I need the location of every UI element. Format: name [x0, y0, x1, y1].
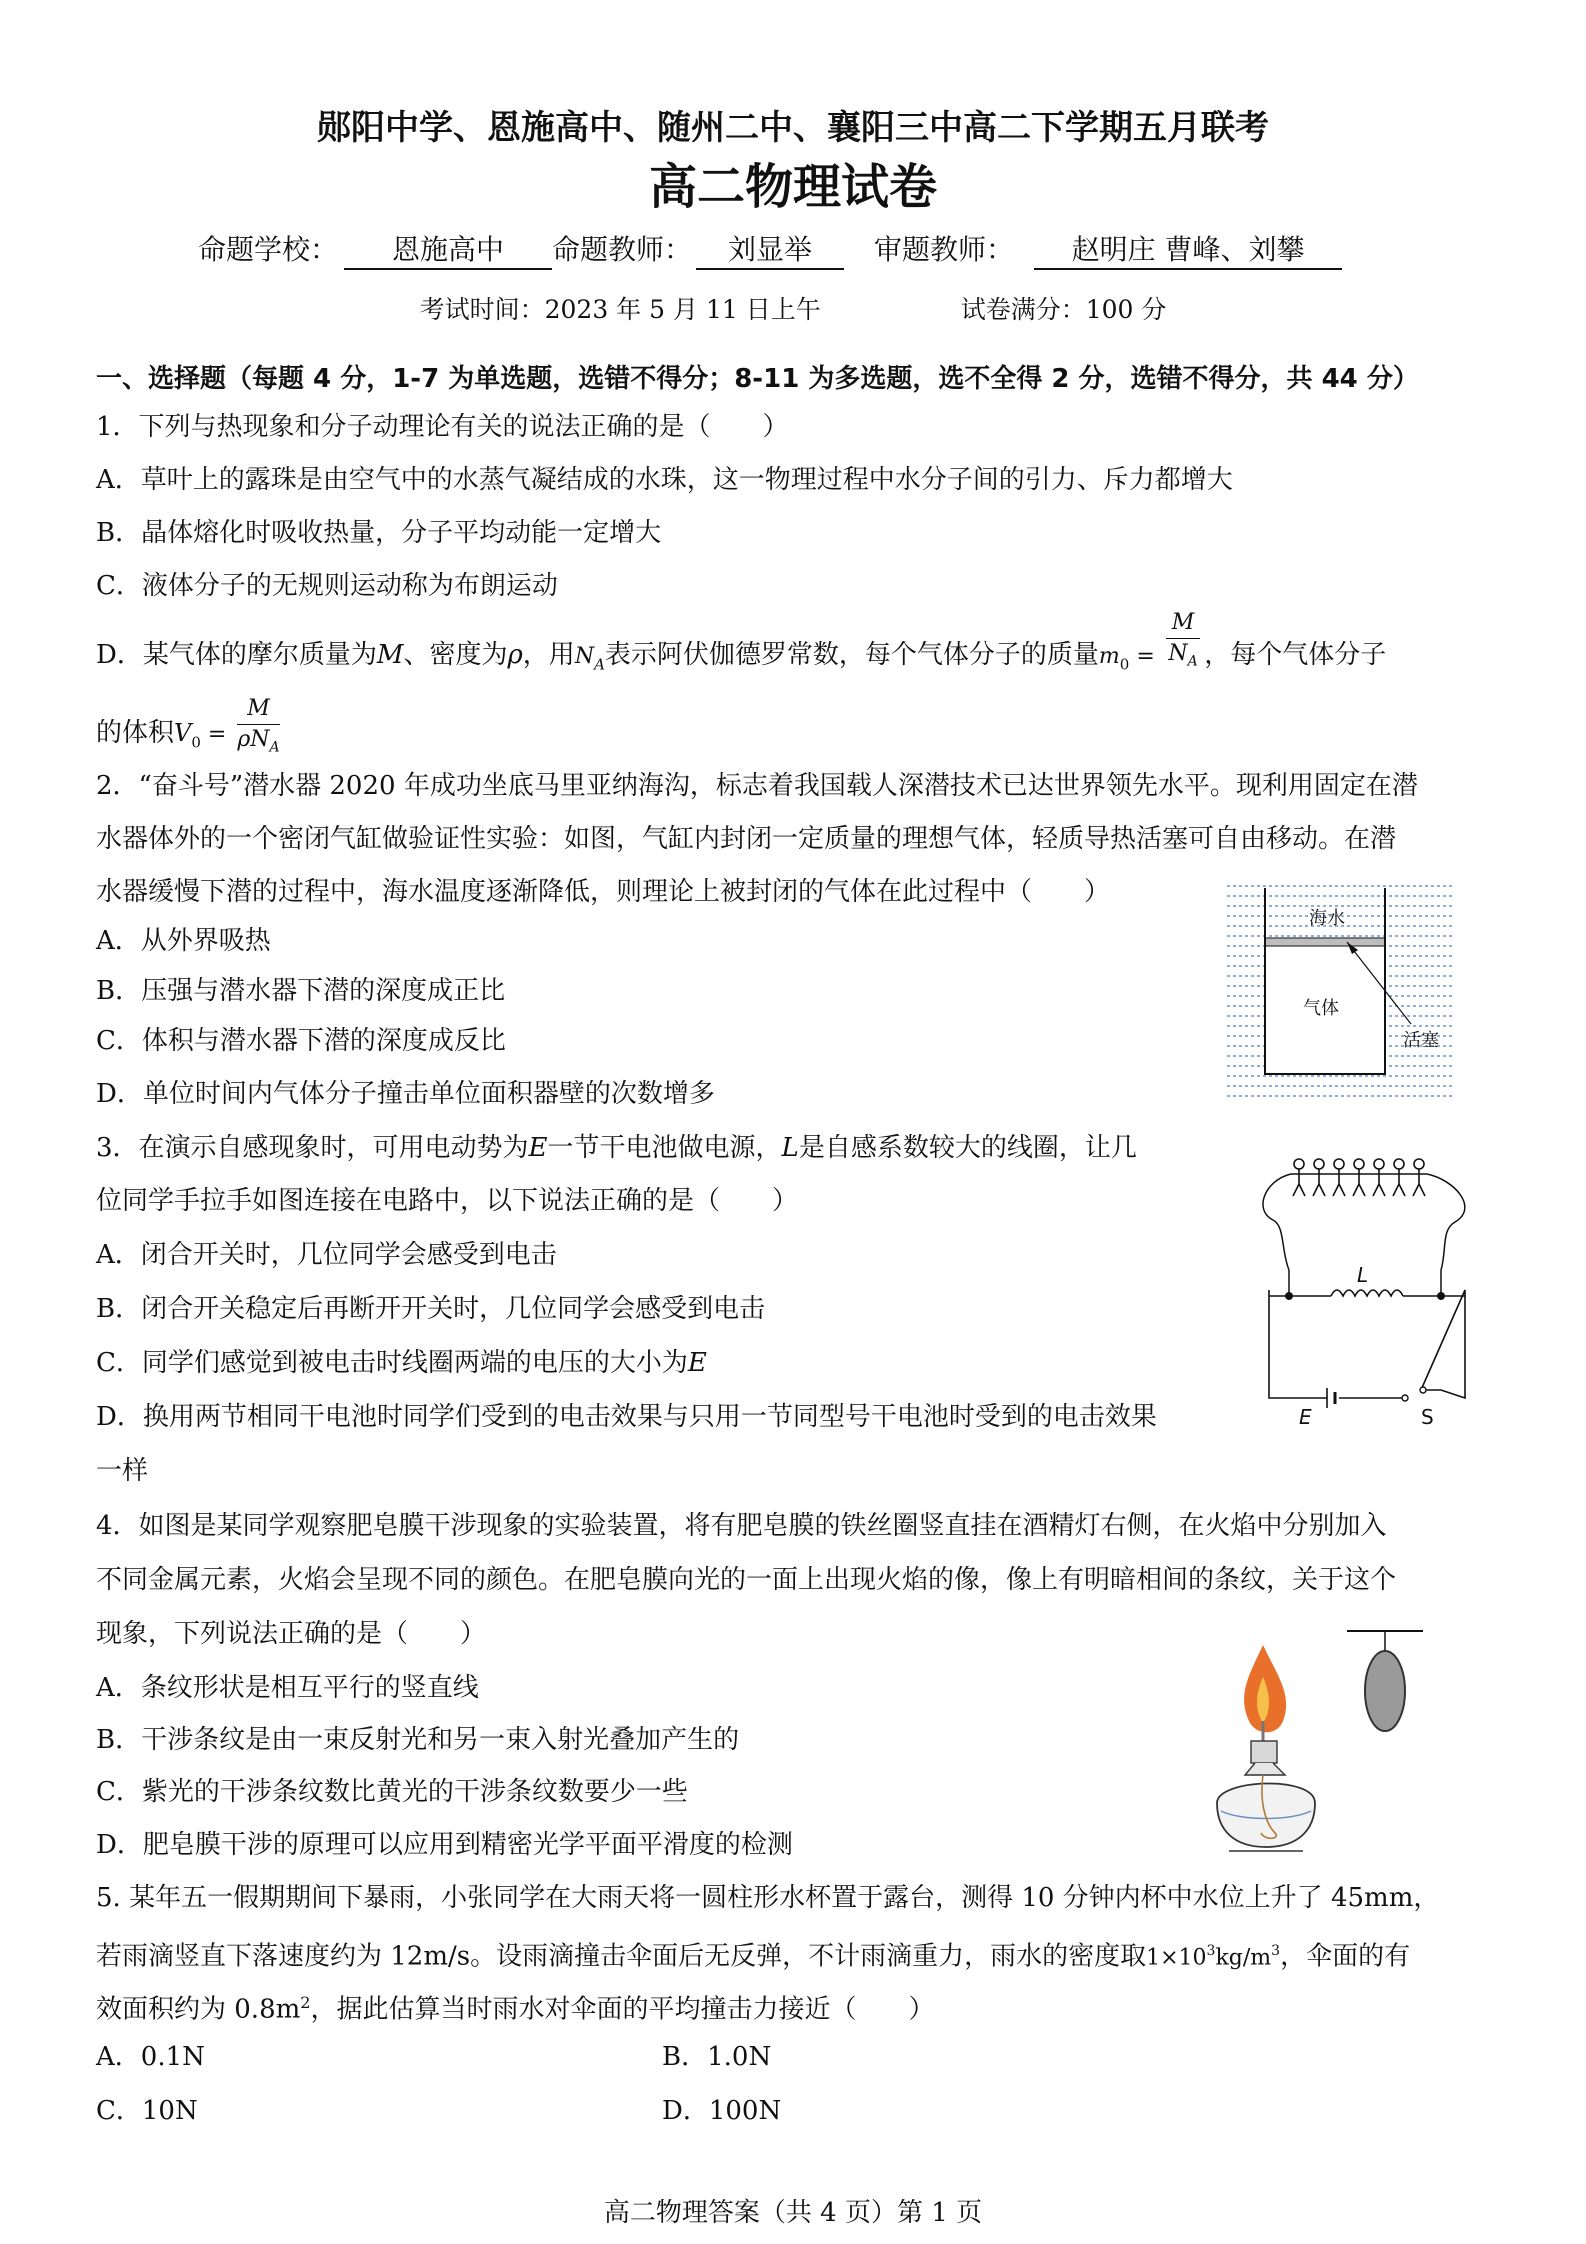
- school-value: 恩施高中: [344, 228, 552, 270]
- sea-water-label: 海水: [1309, 908, 1345, 929]
- school-label: 命题学校：: [198, 233, 339, 266]
- q2-option-a: A．从外界吸热: [96, 926, 271, 956]
- q1-d-text: ，每个气体分子: [1204, 640, 1387, 671]
- q4-option-a: A．条纹形状是相互平行的竖直线: [96, 1673, 479, 1703]
- q5-density-value: 1×10: [1146, 1945, 1207, 1971]
- q2-stem-line1: 2．“奋斗号”潜水器 2020 年成功坐底马里亚纳海沟，标志着我国载人深潜技术已达世界领先水平。现利用固定在潜: [96, 771, 1418, 801]
- fraction-den-subscript: A: [1187, 653, 1198, 670]
- q1-d-text: 表示阿伏伽德罗常数，每个气体分子的质量: [604, 640, 1099, 671]
- q3-emf-symbol: E: [687, 1348, 707, 1378]
- q1-d-m0-subscript: 0: [1119, 655, 1130, 674]
- q5-text: 若雨滴竖直下落速度约为 12m/s。设雨滴撞击伞面后无反弹，不计雨滴重力，雨水的密度取: [96, 1941, 1147, 1972]
- q5-option-a: A．0.1N: [96, 2042, 205, 2072]
- page-footer: 高二物理答案（共 4 页）第 1 页: [603, 2198, 983, 2228]
- q2-option-d: D．单位时间内气体分子撞击单位面积器壁的次数增多: [96, 1079, 715, 1109]
- q5-density-exponent: 3: [1206, 1943, 1216, 1959]
- inductor-coil: [1331, 1290, 1403, 1296]
- q5-density-unit-exponent: 3: [1271, 1943, 1281, 1959]
- q3-option-a: A．闭合开关时，几位同学会感受到电击: [96, 1240, 557, 1270]
- q5-option-c: C．10N: [96, 2096, 198, 2126]
- fraction-denominator: [237, 725, 279, 762]
- q3-stem-line1: [96, 1131, 1137, 1165]
- q4-stem-line1: 4．如图是某同学观察肥皂膜干涉现象的实验装置，将有肥皂膜的铁丝圈竖直挂在酒精灯右侧，在火焰中分别加入: [96, 1511, 1387, 1541]
- q5-density-unit: kg/m: [1215, 1945, 1272, 1971]
- full-score: 试卷满分：100 分: [960, 295, 1167, 324]
- q2-option-b: B．压强与潜水器下潜的深度成正比: [96, 976, 506, 1006]
- wick-holder: [1251, 1741, 1277, 1763]
- q1-d-fraction-volume: [237, 694, 279, 762]
- q1-d-na-symbol: N: [574, 644, 595, 670]
- q3-emf-symbol: E: [528, 1133, 548, 1163]
- reviewer-value: 赵明庄 曹峰、刘攀: [1034, 228, 1342, 270]
- q5-area-exponent: 2: [300, 1993, 311, 2012]
- q1-d-fraction-mass: [1166, 608, 1201, 676]
- q4-option-d: D．肥皂膜干涉的原理可以应用到精密光学平面平滑度的检测: [96, 1830, 793, 1860]
- exam-info: [0, 290, 1586, 326]
- section-heading: 一、选择题（每题 4 分，1-7 为单选题，选错不得分；8-11 为多选题，选不全得 2 分，选错不得分，共 44 分）: [96, 364, 1419, 394]
- q4-stem-line3: 现象，下列说法正确的是（ ）: [96, 1619, 487, 1649]
- q5-stem-line3: [96, 1986, 934, 2027]
- q3-stem-line2: 位同学手拉手如图连接在电路中，以下说法正确的是（ ）: [96, 1186, 799, 1216]
- q1-option-c: C．液体分子的无规则运动称为布朗运动: [96, 571, 558, 601]
- switch-contact: [1420, 1387, 1426, 1393]
- switch-label: S: [1421, 1405, 1434, 1425]
- q1-d-text: D．某气体的摩尔质量为: [96, 640, 377, 671]
- q3-option-d-line2: 一样: [96, 1456, 149, 1486]
- left-lead-wire: [1263, 1174, 1291, 1270]
- q3-option-d: D．换用两节相同干电池时同学们受到的电击效果与只用一节同型号干电池时受到的电击效果: [96, 1402, 1157, 1432]
- q3-inductor-symbol: L: [781, 1133, 799, 1163]
- piston-label: 活塞: [1403, 1030, 1439, 1051]
- switch-contact: [1402, 1395, 1408, 1401]
- q1-stem: 1．下列与热现象和分子动理论有关的说法正确的是（ ）: [96, 412, 789, 442]
- fraction-numerator: M: [1166, 608, 1201, 639]
- q1-d-density-symbol: ρ: [507, 640, 523, 671]
- q1-option-b: B．晶体熔化时吸收热量，分子平均动能一定增大: [96, 518, 662, 548]
- inductor-label: L: [1357, 1263, 1369, 1287]
- q1-option-d: [96, 610, 1387, 690]
- q1-d-text: ，用: [522, 640, 575, 671]
- fraction-den-subscript: A: [269, 739, 280, 756]
- q3-option-b: B．闭合开关稳定后再断开开关时，几位同学会感受到电击: [96, 1294, 766, 1324]
- right-lead-wire: [1427, 1174, 1465, 1270]
- q1-d-v0-symbol: V: [174, 719, 192, 748]
- q4-option-b: B．干涉条纹是由一束反射光和另一束入射光叠加产生的: [96, 1725, 740, 1755]
- fraction-numerator: M: [237, 694, 279, 725]
- q1-d-na-subscript: A: [594, 655, 605, 674]
- reviewer-label: 审题教师：: [874, 233, 1015, 266]
- q1-d-equals: =: [200, 722, 234, 748]
- q1-d-m0-symbol: m: [1098, 644, 1120, 670]
- lamp-neck: [1245, 1763, 1285, 1775]
- q2-stem-line2: 水器体外的一个密闭气缸做验证性实验：如图，气缸内封闭一定质量的理想气体，轻质导热活塞可自由移动。在潜: [96, 824, 1397, 854]
- teacher-label: 命题教师：: [552, 233, 693, 266]
- q1-d-equals: =: [1129, 644, 1162, 670]
- fraction-den-symbol: ρN: [237, 727, 270, 752]
- q3-text: 一节干电池做电源，: [547, 1133, 782, 1163]
- q2-option-c: C．体积与潜水器下潜的深度成反比: [96, 1026, 506, 1056]
- cylinder-figure: [1225, 880, 1455, 1105]
- exam-time: 考试时间：2023 年 5 月 11 日上午: [419, 295, 821, 324]
- q1-option-a: A．草叶上的露珠是由空气中的水蒸气凝结成的水珠，这一物理过程中水分子间的引力、斥力都增大: [96, 465, 1233, 495]
- q5-stem-line1: 5. 某年五一假期期间下暴雨，小张同学在大雨天将一圆柱形水杯置于露台，测得 10 分钟内杯中水位上升了 45mm，: [96, 1883, 1440, 1913]
- circuit-figure: [1255, 1150, 1480, 1425]
- q1-d-text: 、密度为: [403, 640, 508, 671]
- fraction-denominator: [1166, 639, 1201, 676]
- gas-label: 气体: [1303, 998, 1339, 1019]
- q1-d-v0-subscript: 0: [191, 733, 201, 752]
- q5-text: ，据此估算当时雨水对伞面的平均撞击力接近（ ）: [310, 1994, 935, 2025]
- q1-d-mass-symbol: M: [376, 640, 404, 671]
- exam-title: 郧阳中学、恩施高中、随州二中、襄阳三中高二下学期五月联考: [317, 108, 1269, 148]
- q5-option-b: B．1.0N: [662, 2042, 772, 2072]
- exam-subtitle: 高二物理试卷: [648, 159, 937, 215]
- soap-film-apparatus-figure: [1205, 1625, 1430, 1865]
- q3-text: 3．在演示自感现象时，可用电动势为: [96, 1133, 529, 1163]
- battery-label: E: [1299, 1405, 1312, 1425]
- q5-text: 效面积约为 0.8m: [96, 1994, 301, 2025]
- q3-text: 是自感系数较大的线圈，让几: [798, 1133, 1137, 1163]
- fraction-den-symbol: N: [1168, 641, 1188, 666]
- author-line: [198, 228, 1342, 270]
- q5-option-d: D．100N: [662, 2096, 782, 2126]
- q1-d-text: 的体积: [96, 718, 175, 749]
- piston: [1265, 938, 1385, 946]
- students-hand-in-hand: [1291, 1159, 1427, 1196]
- soap-film-ring: [1365, 1651, 1405, 1731]
- q1-option-d-line2: [96, 696, 284, 768]
- circuit-loop: [1269, 1290, 1465, 1398]
- q5-text: ，伞面的有: [1280, 1941, 1411, 1972]
- q3-c-text: C．同学们感觉到被电击时线圈两端的电压的大小为: [96, 1348, 688, 1378]
- q4-option-c: C．紫光的干涉条纹数比黄光的干涉条纹数要少一些: [96, 1777, 688, 1807]
- q4-stem-line2: 不同金属元素，火焰会呈现不同的颜色。在肥皂膜向光的一面上出现火焰的像，像上有明暗相间的条纹，关于这个: [96, 1565, 1397, 1595]
- q3-option-c: [96, 1346, 707, 1380]
- teacher-value: 刘显举: [696, 228, 844, 270]
- q5-stem-line2: [96, 1934, 1410, 1976]
- q2-stem-line3: 水器缓慢下潜的过程中，海水温度逐渐降低，则理论上被封闭的气体在此过程中（ ）: [96, 877, 1111, 907]
